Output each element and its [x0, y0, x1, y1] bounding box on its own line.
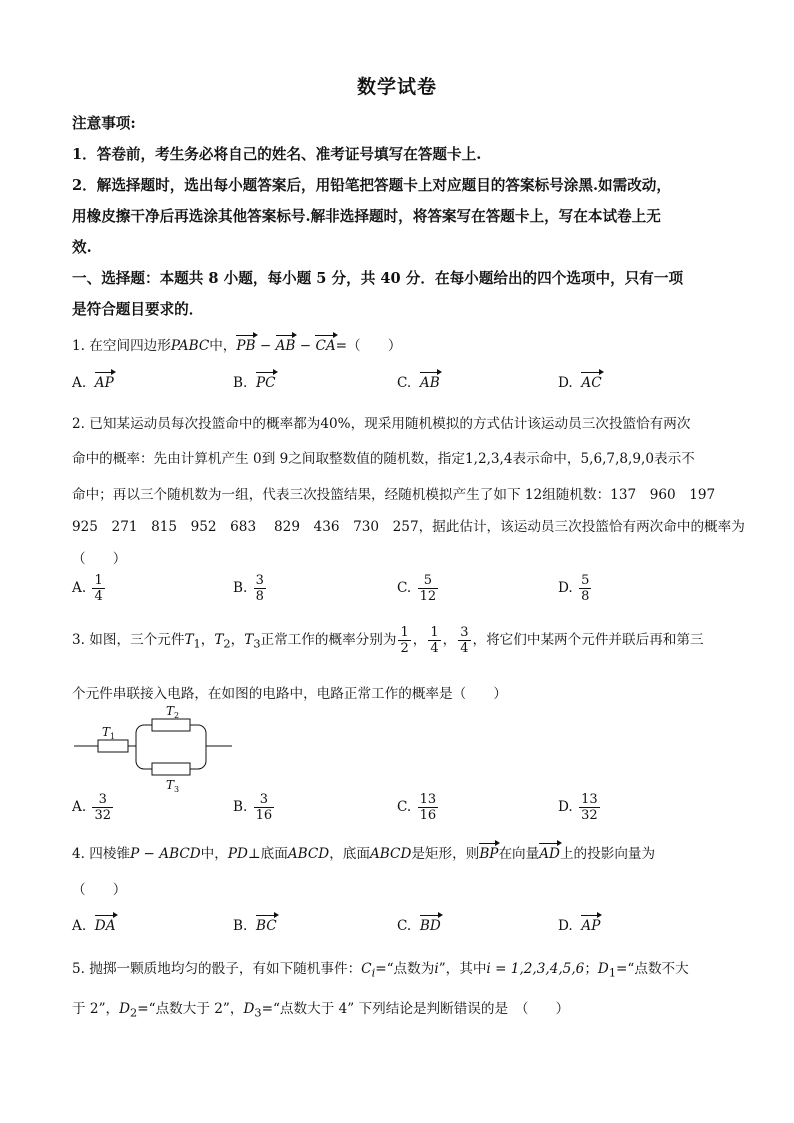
question-3-option-a[interactable]: A. $\frac{3}{32}$: [72, 792, 112, 823]
question-1-option-b[interactable]: B. PC: [233, 371, 276, 391]
question-2-line-2: 命中的概率：先由计算机产生 0到 9之间取整数值的随机数，指定1,2,3,4表示命中，5,6,7,8,9,0表示不: [72, 451, 695, 467]
notice-item-1: 1．答卷前，考生务必将自己的姓名、准考证号填写在答题卡上.: [72, 146, 482, 163]
section-1-heading-line-1: 一、选择题：本题共 8 小题，每小题 5 分，共 40 分．在每小题给出的四个选项中，只有一项: [72, 270, 684, 287]
notice-item-2-line-2: 用橡皮擦干净后再选涂其他答案标号.解非选择题时，将答案写在答题卡上，写在本试卷上无: [72, 208, 661, 225]
notice-item-2-line-3: 效.: [72, 239, 92, 256]
circuit-label-t3: $T_3$: [166, 778, 180, 793]
page-title: 数学试卷: [356, 76, 437, 98]
question-4-option-c[interactable]: C. BD: [397, 914, 441, 934]
circuit-element-t1: [98, 740, 128, 752]
question-2-line-3: 命中；再以三个随机数为一组，代表三次投篮结果，经随机模拟产生了如下 12组随机数：137 960 197: [72, 487, 716, 503]
question-3-option-d[interactable]: D. $\frac{13}{32}$: [558, 792, 598, 823]
question-4-option-d[interactable]: D. AP: [558, 914, 600, 934]
question-5-line-1: 5. 抛掷一颗质地均匀的骰子，有如下随机事件：$C_i=“$点数为i”，其中i = 1,2,3,4,5,6；$D_1=“$点数不大: [72, 961, 689, 980]
question-4-option-a[interactable]: A. DA: [72, 914, 116, 934]
question-4-line-2: （ ）: [72, 882, 127, 898]
circuit-diagram: [70, 703, 240, 793]
notice-heading: 注意事项:: [72, 115, 136, 132]
circuit-label-t2: $T_2$: [166, 704, 180, 720]
question-3-option-c[interactable]: C. $\frac{13}{16}$: [397, 792, 437, 823]
circuit-label-t1: $T_1$: [102, 725, 116, 741]
circuit-element-t2: [152, 719, 190, 731]
question-1-option-a[interactable]: A. AP: [72, 371, 114, 391]
question-2-option-c[interactable]: C. $\frac{5}{12}$: [397, 573, 437, 604]
question-2-option-a[interactable]: A. $\frac{1}{4}$: [72, 573, 103, 604]
question-3-line-1: 3. 如图，三个元件$T_1$，$T_2$，$T_3$正常工作的概率分别为 $\frac{1}{2}$ ， $\frac{1}{4}$ ， $\frac{3}{4}$ ，将它们中某两个元件并联后再和第三: [72, 625, 704, 656]
question-2-line-4: 925 271 815 952 683 829 436 730 257，据此估计，该运动员三次投篮恰有两次命中的概率为: [72, 519, 745, 535]
question-2-line-5: （ ）: [72, 551, 127, 567]
question-1-option-d[interactable]: D. AC: [558, 371, 602, 391]
circuit-element-t3: [152, 763, 190, 775]
question-1-option-c[interactable]: C. AB: [397, 371, 440, 391]
question-5-line-2: 于 2”，$D_2=“$点数大于 2”，$D_3=“$点数大于 4” 下列结论是判断错误的是 （ ）: [72, 1001, 570, 1020]
notice-item-2-line-1: 2．解选择题时，选出每小题答案后，用铅笔把答题卡上对应题目的答案标号涂黑.如需改动，: [72, 177, 671, 194]
question-2-option-d[interactable]: D. $\frac{5}{8}$: [558, 573, 590, 604]
question-3-line-2: 个元件串联接入电路，在如图的电路中，电路正常工作的概率是（ ）: [72, 686, 507, 702]
question-4-line-1: 4. 四棱锥P − ABCD中，PD⊥底面ABCD，底面ABCD是矩形，则BP在向量AD上的投影向量为: [72, 842, 655, 862]
question-2-line-1: 2. 已知某运动员每次投篮命中的概率都为40%，现采用随机模拟的方式估计该运动员三次投篮恰有两次: [72, 416, 691, 432]
section-1-heading-line-2: 是符合题目要求的．: [72, 301, 204, 318]
circuit-parallel-frame: [136, 725, 206, 769]
question-1: 1. 在空间四边形PABC中，PB − AB − CA=（ ）: [72, 334, 401, 354]
question-3-option-b[interactable]: B. $\frac{3}{16}$: [233, 792, 273, 823]
question-4-option-b[interactable]: B. BC: [233, 914, 277, 934]
question-2-option-b[interactable]: B. $\frac{3}{8}$: [233, 573, 264, 604]
